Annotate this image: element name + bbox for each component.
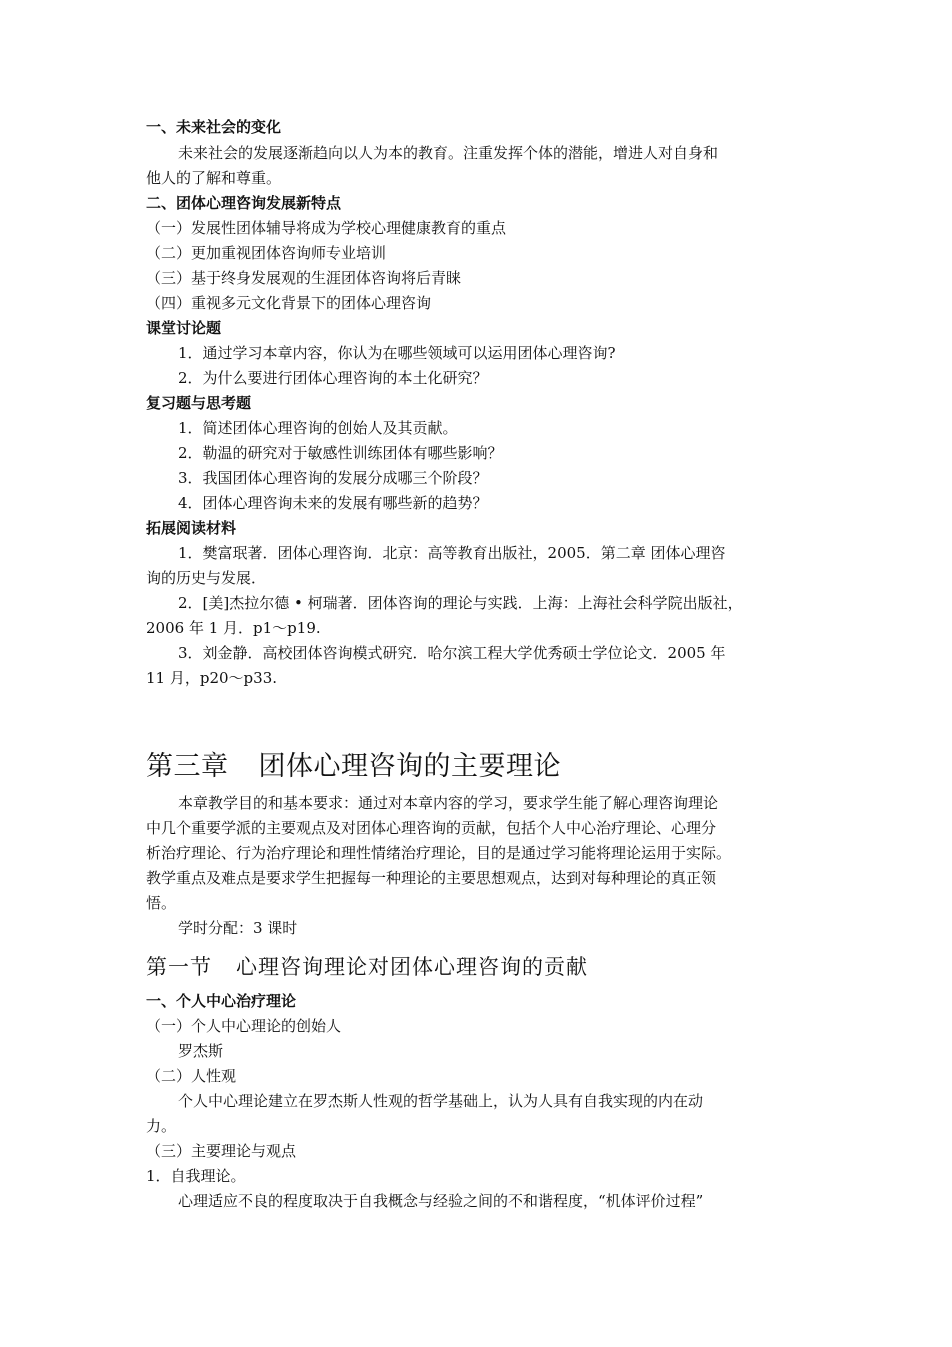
paragraph-line: 个人中心理论建立在罗杰斯人性观的哲学基础上，认为人具有自我实现的内在动 — [178, 1092, 704, 1110]
paragraph-line: 心理适应不良的程度取决于自我概念与经验之间的不和谐程度，“机体评价过程” — [178, 1192, 704, 1210]
paragraph-line: 罗杰斯 — [178, 1042, 224, 1060]
paragraph-line: 悟。 — [146, 894, 177, 912]
chapter-name: 团体心理咨询的主要理论 — [258, 751, 561, 782]
section-name: 心理咨询理论对团体心理咨询的贡献 — [236, 955, 588, 979]
paragraph-line: 中几个重要学派的主要观点及对团体心理咨询的贡献，包括个人中心治疗理论、心理分 — [146, 819, 717, 837]
paragraph-line: 析治疗理论、行为治疗理论和理性情绪治疗理论，目的是通过学习能将理论运用于实际。 — [146, 844, 732, 862]
hours-allocation: 学时分配：3 课时 — [178, 919, 298, 937]
list-item: 1．简述团体心理咨询的创始人及其贡献。 — [178, 419, 458, 437]
list-item: （一）发展性团体辅导将成为学校心理健康教育的重点 — [146, 219, 507, 237]
list-item: （三）基于终身发展观的生涯团体咨询将后青睐 — [146, 269, 462, 287]
heading-reading: 拓展阅读材料 — [146, 519, 237, 537]
paragraph-line: 他人的了解和尊重。 — [146, 169, 282, 187]
heading-review: 复习题与思考题 — [146, 394, 252, 412]
list-item: （二）更加重视团体咨询师专业培训 — [146, 244, 387, 262]
list-item: 4．团体心理咨询未来的发展有哪些新的趋势？ — [178, 494, 488, 512]
reference-line: 2006 年 1 月．p1～p19. — [146, 619, 321, 637]
paragraph-line: 本章教学目的和基本要求：通过对本章内容的学习，要求学生能了解心理咨询理论 — [178, 794, 719, 812]
section-title — [146, 953, 588, 981]
heading-discussion: 课堂讨论题 — [146, 319, 222, 337]
section-number: 第一节 — [146, 955, 212, 979]
list-item: （四）重视多元文化背景下的团体心理咨询 — [146, 294, 432, 312]
reference-line: 2．[美]杰拉尔德 • 柯瑞著．团体咨询的理论与实践．上海：上海社会科学院出版社， — [178, 594, 743, 612]
subheading: （二）人性观 — [146, 1067, 237, 1085]
reference-line: 3．刘金静．高校团体咨询模式研究．哈尔滨工程大学优秀硕士学位论文．2005 年 — [178, 644, 726, 662]
reference-line: 询的历史与发展． — [146, 569, 267, 587]
chapter-title — [146, 748, 561, 786]
paragraph-line: 未来社会的发展逐渐趋向以人为本的教育。注重发挥个体的潜能，增进人对自身和 — [178, 144, 719, 162]
reference-line: 1．樊富珉著．团体心理咨询．北京：高等教育出版社，2005．第二章 团体心理咨 — [178, 544, 726, 562]
list-item: 1．通过学习本章内容，你认为在哪些领域可以运用团体心理咨询? — [178, 344, 616, 362]
heading-person-centered: 一、个人中心治疗理论 — [146, 992, 297, 1010]
chapter-number: 第三章 — [146, 751, 229, 782]
subheading: （一）个人中心理论的创始人 — [146, 1017, 342, 1035]
paragraph-line: 力。 — [146, 1117, 177, 1135]
heading-new-features: 二、团体心理咨询发展新特点 — [146, 194, 342, 212]
paragraph-line: 教学重点及难点是要求学生把握每一种理论的主要思想观点，达到对每种理论的真正领 — [146, 869, 717, 887]
list-item: 1．自我理论。 — [146, 1167, 246, 1185]
list-item: 2．为什么要进行团体心理咨询的本土化研究？ — [178, 369, 488, 387]
list-item: 3．我国团体心理咨询的发展分成哪三个阶段？ — [178, 469, 488, 487]
list-item: 2．勒温的研究对于敏感性训练团体有哪些影响？ — [178, 444, 503, 462]
subheading: （三）主要理论与观点 — [146, 1142, 297, 1160]
heading-future-society: 一、未来社会的变化 — [146, 118, 282, 136]
reference-line: 11 月，p20～p33. — [146, 669, 278, 687]
